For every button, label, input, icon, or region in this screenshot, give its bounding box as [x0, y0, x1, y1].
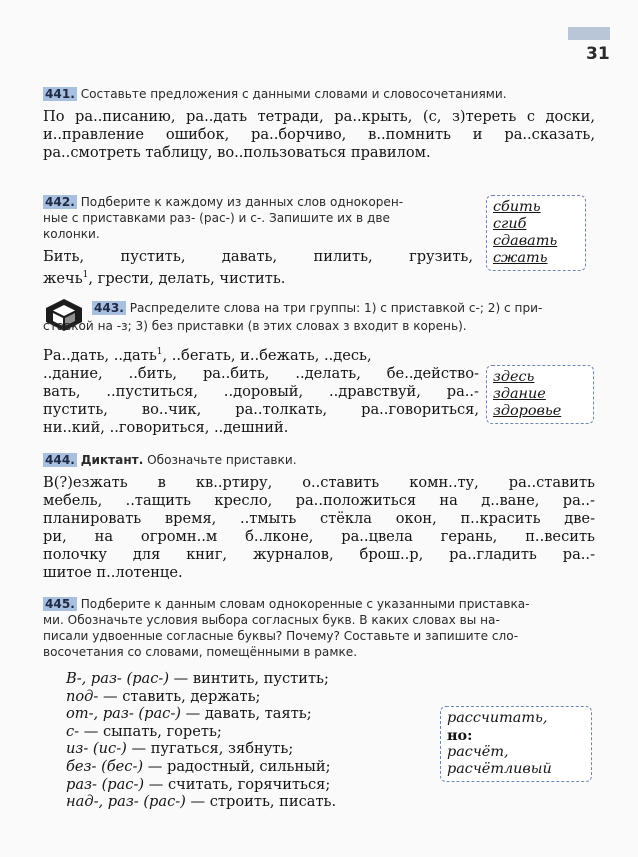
exercise-442-instruction: 442. Подберите к каждому из данных слов однокорен- ные с приставками раз- (рас-) и с-. Запишите их в две колонки. — [43, 195, 404, 241]
list-item: В-, раз- (рас-) — винтить, пустить; — [66, 670, 329, 687]
word-box-445: рассчитать, но: расчёт, расчётливый — [440, 706, 592, 782]
exercise-441-instruction: 441. Составьте предложения с данными словами и словосочетаниями. — [45, 87, 507, 101]
list-item: раз- (рас-) — считать, горячиться; — [66, 775, 331, 793]
exercise-number: 445. — [45, 597, 75, 611]
corner-tab — [568, 27, 610, 40]
exercise-number: 444. — [45, 453, 75, 467]
exercise-443-instruction: 443. Распределите слова на три группы: 1) с приставкой с-; 2) с при- — [94, 301, 543, 315]
exercise-445 — [43, 596, 595, 660]
exercise-number: 441. — [45, 87, 75, 101]
list-item: под- — ставить, держать; — [66, 687, 261, 705]
exercise-442 — [43, 194, 473, 288]
exercise-number: 442. — [45, 195, 75, 209]
list-item: от-, раз- (рас-) — давать, таять; — [66, 705, 312, 723]
exercise-444 — [43, 452, 595, 582]
exercise-number: 443. — [94, 301, 124, 315]
list-item: над-, раз- (рас-) — строить, писать. — [66, 793, 337, 811]
exercise-441 — [43, 86, 595, 162]
exercise-445-instruction: 445. Подберите к данным словам однокоренные с указанными приставка- ми. Обозначьте условия выбора согласных букв. В каких словах вы на- писали удвоенные согласные буквы? Почему? Составьте и запишите сло- восочетания со словами, помещёнными в рамке. — [43, 597, 530, 659]
exercise-443-text: Ра..дать, ..дать$^1$, ..бегать, и..бежать, ..десь, ..дание, ..бить, ра..бить, ..делать, бе..действо- вать, ..пуститься, ..доровый, ..дравствуй, ра..- пустить, во..чик, ра..толкать, ра..говориться, ни..кий, ..говориться, ..дешний. — [43, 346, 479, 436]
word-box-442: сбить сгиб сдавать сжать — [486, 195, 586, 271]
exercise-441-text: По ра..писанию, ра..дать тетради, ра..крыть, (с, з)тереть с доски, и..правление ошибок, ра..борчиво, в..помнить и ра..сказать, ра..смотреть таблицу, во..пользоваться правилом. — [43, 108, 595, 161]
list-item: из- (ис-) — пугаться, зябнуть; — [66, 740, 294, 758]
list-item: без- (бес-) — радостный, сильный; — [66, 757, 331, 775]
page-number: 31 — [586, 44, 610, 64]
exercise-444-instruction: 444. Диктант. Обозначьте приставки. — [45, 453, 297, 467]
exercise-444-text: В(?)езжать в кв..ртиру, о..ставить комн..ту, ра..ставить мебель, ..тащить кресло, ра..положиться на д..ване, ра..- планировать время, ..тмыть стёкла окон, п..красить две- ри, на огромн..м б..лконе, ра..цвела герань, п..весить полочку для книг, журналов, брош..р, ра..гладить ра..- шитое п..лотенце. — [43, 474, 595, 581]
exercise-445-word-list — [66, 670, 436, 811]
word-box-443: здесь здание здоровье — [486, 365, 594, 424]
exercise-443-instruction-cont: ставкой на -з; 3) без приставки (в этих словах з входит в корень). — [43, 319, 467, 333]
exercise-442-text: Бить, пустить, давать, пилить, грузить, жечь$^1$, грести, делать, чистить. — [43, 248, 473, 287]
list-item: с- — сыпать, гореть; — [66, 722, 222, 740]
